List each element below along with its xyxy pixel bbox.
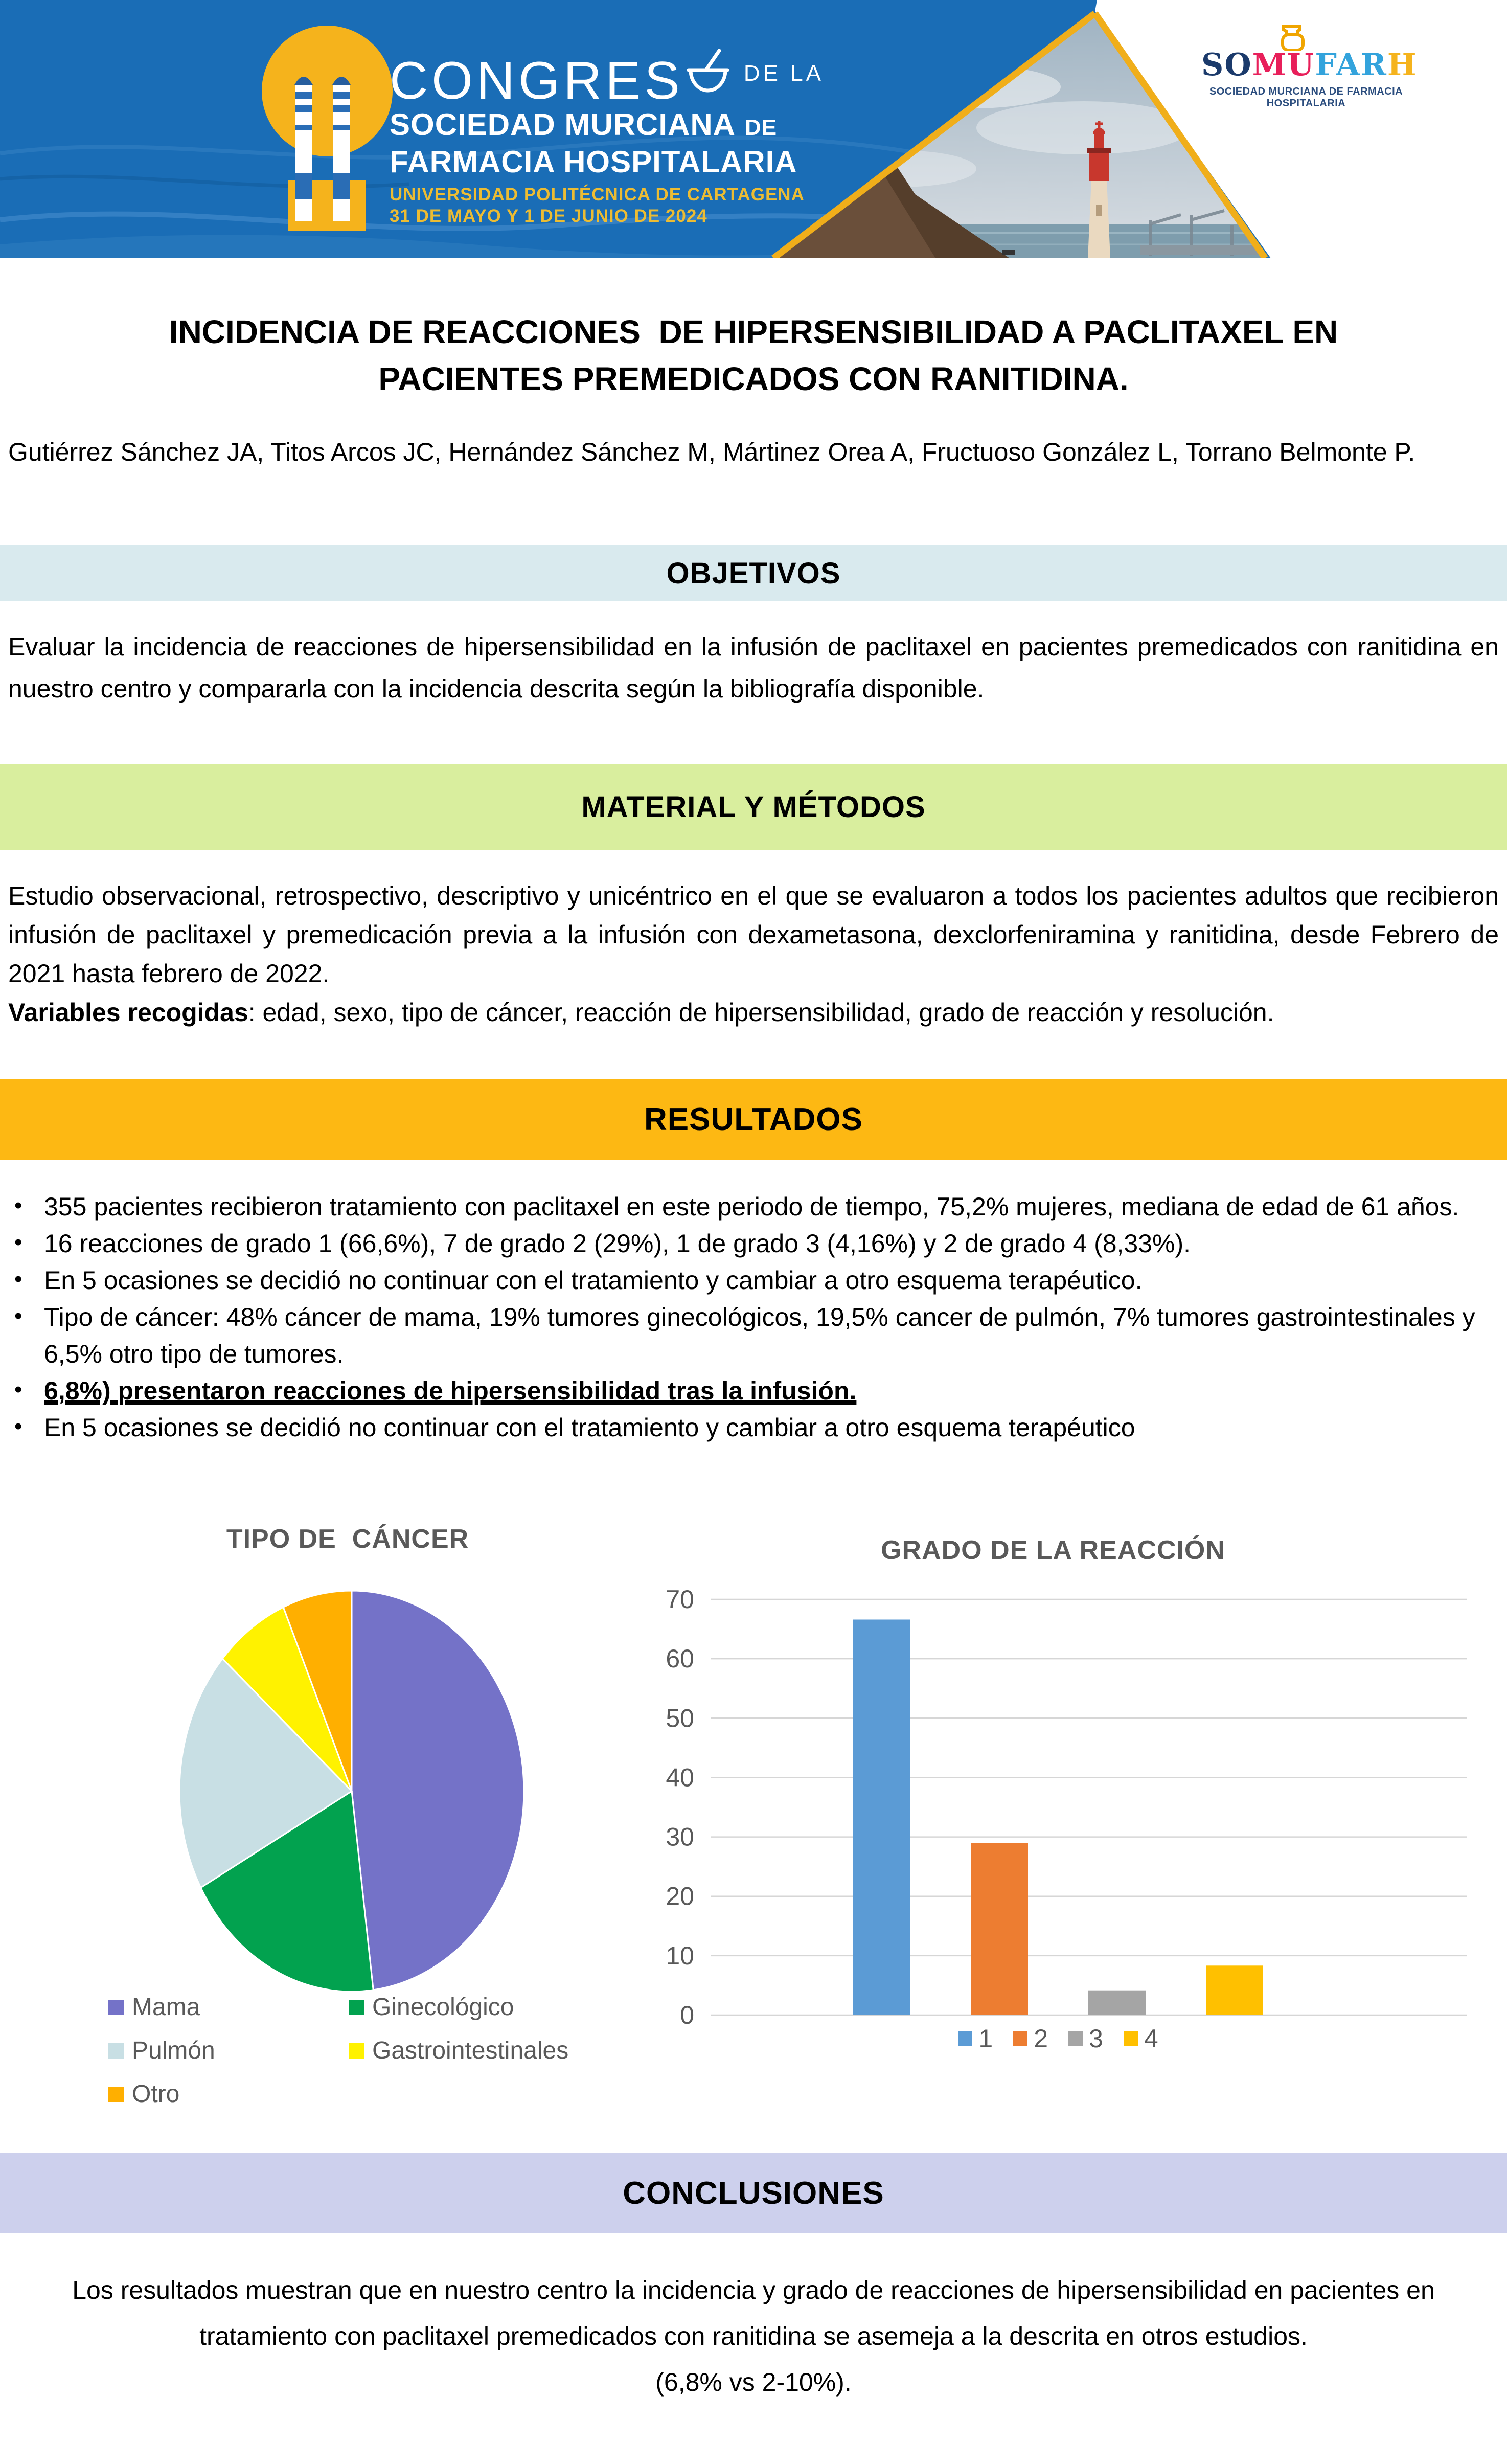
legend-label: Otro	[132, 2081, 180, 2108]
somufarh-wordmark	[1201, 47, 1418, 83]
legend-swatch-icon	[1013, 2031, 1028, 2046]
y-axis-tick-label: 60	[666, 1644, 694, 1674]
result-bullet	[8, 1188, 1493, 1225]
bar-grade-2	[971, 1843, 1028, 2015]
bullet-dot: •	[14, 1303, 22, 1328]
metodos-body: Estudio observacional, retrospectivo, descriptivo y unicéntrico en el que se evaluaron a todos los pacientes adultos que recibieron infusión de paclitaxel y premedicación previa a la infusión con dexametasona, dexclorfeniramina y ranitidina, desde Febrero de 2021 hasta febrero de 2022.	[8, 881, 1499, 988]
legend-label: 2	[1034, 2024, 1048, 2053]
bar-grade-1	[853, 1620, 910, 2016]
result-bullet	[8, 1372, 1493, 1409]
bar-chart-title: GRADO DE LA REACCIÓN	[881, 1535, 1225, 1565]
bar-legend-item	[1013, 2024, 1048, 2053]
congress-logo	[390, 50, 824, 227]
bar-chart	[634, 1585, 1482, 2045]
conclusion-note: (6,8% vs 2-10%).	[655, 2368, 852, 2397]
pie-chart-title: TIPO DE CÁNCER	[226, 1524, 469, 1554]
bullet-dot: •	[14, 1414, 22, 1439]
bar-legend	[634, 2024, 1482, 2053]
congress-society-main: SOCIEDAD MURCIANA	[390, 107, 736, 142]
resultados-heading-band	[0, 1079, 1507, 1160]
authors: Gutiérrez Sánchez JA, Titos Arcos JC, Hernández Sánchez M, Mártinez Orea A, Fructuoso González L, Torrano Belmonte P.	[8, 438, 1415, 466]
congress-society-line	[390, 107, 824, 145]
bullet-dot: •	[14, 1230, 22, 1255]
legend-label: 4	[1144, 2024, 1158, 2053]
legend-swatch-icon	[349, 2043, 364, 2059]
bar-legend-item	[1124, 2024, 1158, 2053]
pie-chart	[173, 1588, 531, 1997]
legend-swatch-icon	[108, 2043, 124, 2059]
y-axis-tick-label: 70	[666, 1585, 694, 1614]
results-bullets	[8, 1188, 1493, 1446]
pie-slice-Mama	[352, 1591, 524, 1990]
resultados-heading: RESULTADOS	[644, 1101, 863, 1137]
y-axis-tick-label: 10	[666, 1941, 694, 1970]
bullet-text: En 5 ocasiones se decidió no continuar con el tratamiento y cambiar a otro esquema terapéutico.	[44, 1266, 1143, 1295]
y-axis-tick-label: 20	[666, 1882, 694, 1911]
conclusion-text	[17, 2267, 1490, 2405]
legend-swatch-icon	[958, 2031, 972, 2046]
poster-title: INCIDENCIA DE REACCIONES DE HIPERSENSIBILIDAD A PACLITAXEL EN PACIENTES PREMEDICADOS CON RANITIDINA.	[169, 313, 1347, 397]
legend-swatch-icon	[1068, 2031, 1083, 2046]
conclusiones-heading-band	[0, 2153, 1507, 2233]
bar-legend-item	[958, 2024, 993, 2053]
legend-swatch-icon	[108, 2000, 124, 2015]
legend-swatch-icon	[349, 2000, 364, 2015]
somufarh-logo	[1201, 47, 1418, 109]
congress-pharmacy-line: FARMACIA HOSPITALARIA	[390, 145, 797, 179]
congress-society-de: DE	[745, 115, 778, 140]
bullet-dot: •	[14, 1267, 22, 1292]
metodos-variables-text: : edad, sexo, tipo de cáncer, reacción de hipersensibilidad, grado de reacción y resolución.	[248, 998, 1274, 1027]
legend-label: 3	[1089, 2024, 1103, 2053]
y-axis-tick-label: 40	[666, 1763, 694, 1792]
bullet-text: En 5 ocasiones se decidió no continuar con el tratamiento y cambiar a otro esquema terapéutico	[44, 1413, 1135, 1442]
result-bullet	[8, 1225, 1493, 1262]
y-axis-tick-label: 50	[666, 1704, 694, 1733]
bullet-text: Tipo de cáncer: 48% cáncer de mama, 19% tumores ginecológicos, 19,5% cancer de pulmón, 7% tumores gastrointestinales y 6,5% otro tipo de tumores.	[44, 1303, 1475, 1368]
bar-grade-3	[1088, 1991, 1146, 2015]
congress-venue: UNIVERSIDAD POLITÉCNICA DE CARTAGENA	[390, 185, 805, 205]
legend-swatch-icon	[108, 2087, 124, 2102]
y-axis-tick-label: 0	[680, 2001, 694, 2029]
conclusion-body: Los resultados muestran que en nuestro centro la incidencia y grado de reacciones de hipersensibilidad en pacientes en tratamiento con paclitaxel premedicados con ranitidina se asemeja a la descrita en otros estudios.	[72, 2276, 1435, 2350]
objetivos-heading: OBJETIVOS	[666, 556, 841, 590]
legend-label: 1	[978, 2024, 993, 2053]
metodos-heading: MATERIAL Y MÉTODOS	[581, 790, 926, 824]
objetivos-text: Evaluar la incidencia de reacciones de hipersensibilidad en la infusión de paclitaxel en pacientes premedicados con ranitidina en nuestro centro y compararla con la incidencia descrita según la bibliografía disponible.	[8, 632, 1499, 703]
objetivos-heading-band	[0, 545, 1507, 601]
bar-legend-item	[1068, 2024, 1103, 2053]
bullet-dot: •	[14, 1193, 22, 1218]
y-axis-tick-label: 30	[666, 1822, 694, 1851]
congress-dates: 31 DE MAYO Y 1 DE JUNIO DE 2024	[390, 206, 707, 226]
metodos-variables-label: Variables recogidas	[8, 998, 248, 1027]
congress-de-la: DE LA	[743, 61, 825, 86]
bullet-text: 355 pacientes recibieron tratamiento con paclitaxel en este periodo de tiempo, 75,2% mujeres, mediana de edad de 61 años.	[44, 1192, 1459, 1221]
result-bullet	[8, 1299, 1493, 1372]
pie-legend-item	[108, 2080, 349, 2108]
metodos-text	[8, 876, 1499, 1032]
pie-legend-item	[108, 2037, 349, 2065]
metodos-heading-band	[0, 764, 1507, 850]
bar-grade-4	[1206, 1965, 1263, 2015]
pie-legend-item	[108, 1993, 349, 2021]
bullet-dot: •	[14, 1377, 22, 1402]
bullet-text: 6,8%) presentaron reacciones de hipersensibilidad tras la infusión.	[44, 1376, 857, 1405]
congress-title-line	[390, 50, 825, 110]
conclusiones-heading: CONCLUSIONES	[623, 2175, 884, 2211]
mortar-icon	[687, 47, 729, 104]
result-bullet	[8, 1262, 1493, 1299]
somufarh-subtitle: SOCIEDAD MURCIANA DE FARMACIA HOSPITALARIA	[1209, 86, 1403, 109]
somufarh-letter: SO	[1201, 47, 1252, 83]
bullet-text: 16 reacciones de grado 1 (66,6%), 7 de grado 2 (29%), 1 de grado 3 (4,16%) y 2 de grado 4 (8,33%).	[44, 1229, 1191, 1258]
legend-label: Ginecológico	[372, 1994, 514, 2021]
legend-label: Gastrointestinales	[372, 2037, 569, 2064]
congress-title: CONGRES	[390, 51, 683, 110]
somufarh-letter: MU	[1252, 47, 1315, 83]
somufarh-letter: FAR	[1315, 47, 1387, 83]
legend-swatch-icon	[1124, 2031, 1138, 2046]
somufarh-letter: H	[1387, 47, 1418, 83]
result-bullet	[8, 1409, 1493, 1446]
legend-label: Pulmón	[132, 2037, 215, 2064]
legend-label: Mama	[132, 1994, 200, 2021]
